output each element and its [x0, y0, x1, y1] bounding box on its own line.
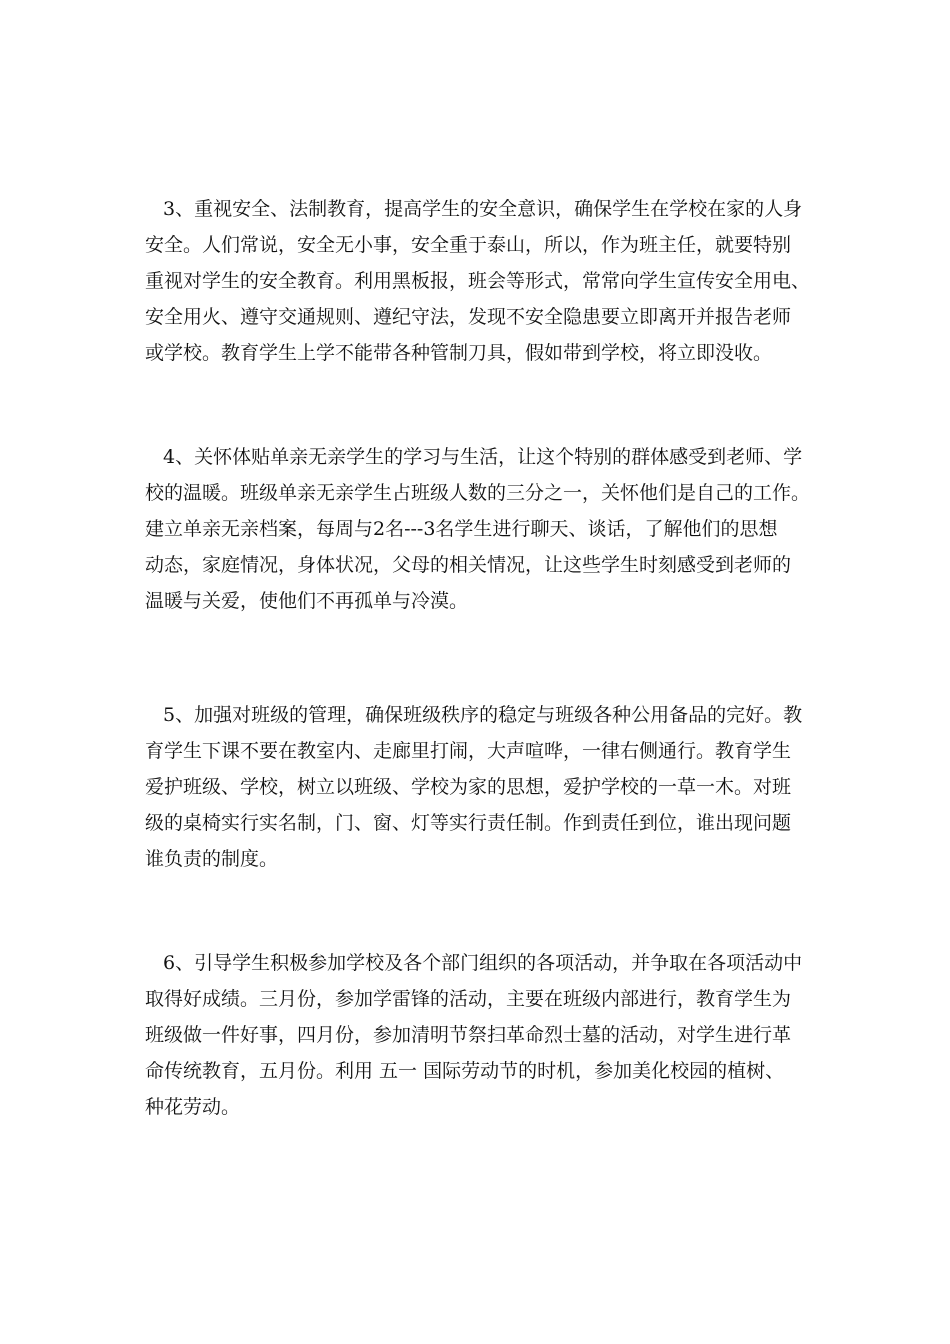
paragraph-line: 5、加强对班级的管理，确保班级秩序的稳定与班级各种公用备品的完好。教	[163, 704, 803, 726]
paragraph-line: 取得好成绩。三月份，参加学雷锋的活动，主要在班级内部进行，教育学生为	[145, 988, 792, 1010]
paragraph-line: 种花劳动。	[145, 1096, 241, 1118]
paragraph-line: 建立单亲无亲档案，每周与2名---3名学生进行聊天、谈话，了解他们的思想	[145, 518, 778, 540]
paragraph-line: 安全。人们常说，安全无小事，安全重于泰山，所以，作为班主任，就要特别	[145, 234, 792, 256]
paragraph-line: 级的桌椅实行实名制，门、窗、灯等实行责任制。作到责任到位，谁出现问题	[145, 812, 792, 834]
paragraph-line: 3、重视安全、法制教育，提高学生的安全意识，确保学生在学校在家的人身	[163, 198, 803, 220]
paragraph-line: 命传统教育，五月份。利用 五一 国际劳动节的时机，参加美化校园的植树、	[145, 1060, 785, 1082]
paragraph-line: 4、关怀体贴单亲无亲学生的学习与生活，让这个特别的群体感受到老师、学	[163, 446, 803, 468]
paragraph-class-management	[145, 697, 810, 877]
paragraph-line: 温暖与关爱，使他们不再孤单与冷漠。	[145, 590, 469, 612]
paragraph-line: 6、引导学生积极参加学校及各个部门组织的各项活动，并争取在各项活动中	[163, 952, 803, 974]
paragraph-line: 安全用火、遵守交通规则、遵纪守法，发现不安全隐患要立即离开并报告老师	[145, 306, 792, 328]
paragraph-line: 重视对学生的安全教育。利用黑板报，班会等形式，常常向学生宣传安全用电、	[145, 270, 811, 292]
paragraph-line: 校的温暖。班级单亲无亲学生占班级人数的三分之一，关怀他们是自己的工作。	[145, 482, 811, 504]
paragraph-safety-education	[145, 191, 810, 371]
paragraph-line: 爱护班级、学校，树立以班级、学校为家的思想，爱护学校的一草一木。对班	[145, 776, 792, 798]
paragraph-line: 育学生下课不要在教室内、走廊里打闹，大声喧哗，一律右侧通行。教育学生	[145, 740, 792, 762]
paragraph-line: 班级做一件好事，四月份，参加清明节祭扫革命烈士墓的活动，对学生进行革	[145, 1024, 792, 1046]
paragraph-line: 或学校。教育学生上学不能带各种管制刀具，假如带到学校，将立即没收。	[145, 342, 773, 364]
paragraph-line: 谁负责的制度。	[145, 848, 279, 870]
paragraph-line: 动态，家庭情况，身体状况，父母的相关情况，让这些学生时刻感受到老师的	[145, 554, 792, 576]
paragraph-single-parent-care	[145, 439, 810, 619]
paragraph-school-activities	[145, 945, 810, 1125]
